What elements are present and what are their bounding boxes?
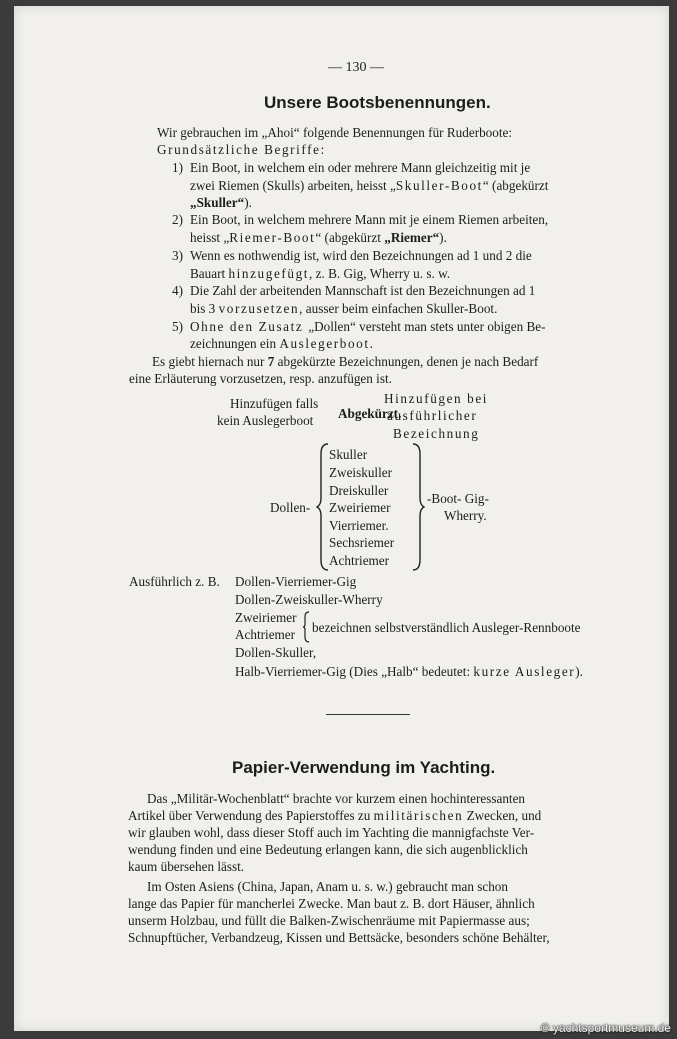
item-4-line-1: Die Zahl der arbeitenden Mannschaft ist den Bezeichnungen ad 1 [190,283,536,298]
item-1-line-1: Ein Boot, in welchem ein oder mehrere Mann gleichzeitig mit je [190,160,531,175]
boat-name: Zweiriemer [329,500,391,515]
example-5: Halb-Vierriemer-Gig (Dies „Halb“ bedeutet: kurze Ausleger). [235,664,583,679]
small-brace-icon [302,611,310,643]
item-number: 2) [172,212,183,227]
item-1-line-3: „Skuller“). [190,195,252,210]
table-col3-header-line-2: ausführlicher [387,408,478,423]
item-number: 4) [172,283,183,298]
section-divider [326,714,410,715]
summary-line-1: Es giebt hiernach nur 7 abgekürzte Bezeichnungen, denen je nach Bedarf [152,354,539,369]
item-5-line-2: zeichnungen ein Auslegerboot. [190,336,373,351]
section-title-bootsbenennungen: Unsere Bootsbenennungen. [264,93,491,112]
left-brace-icon [316,442,330,572]
paragraph-2-line: Im Osten Asiens (China, Japan, Anam u. s. w.) gebraucht man schon [147,879,508,894]
page-number: — 130 — [328,60,384,75]
item-3-line-1: Wenn es nothwendig ist, wird den Bezeichnungen ad 1 und 2 die [190,248,532,263]
item-2-line-2: heisst „Riemer-Boot“ (abgekürzt „Riemer“). [190,230,447,245]
right-brace-icon [411,442,425,572]
table-col1-header-line-1: Hinzufügen falls [230,396,319,411]
example-3a: Zweiriemer [235,610,297,625]
paragraph-1-line: Das „Militär-Wochenblatt“ brachte vor kurzem einen hochinteressanten [147,791,526,806]
boat-name: Achtriemer [329,553,390,568]
paragraph-1-line: Artikel über Verwendung des Papierstoffes zu militärischen Zwecken, und [128,808,542,823]
item-number: 1) [172,160,183,175]
boot-gig-label: -Boot- Gig- [427,491,489,506]
item-2-line-1: Ein Boot, in welchem mehrere Mann mit je einem Riemen arbeiten, [190,212,549,227]
example-4: Dollen-Skuller, [235,645,317,660]
paragraph-1-line: wir glauben wohl, dass dieser Stoff auch im Yachting die mannigfachste Ver- [128,825,535,840]
example-2: Dollen-Zweiskuller-Wherry [235,592,383,607]
item-number: 5) [172,319,183,334]
paragraph-1-line: wendung finden und eine Bedeutung erlangen kann, die sich augenblicklich [128,842,528,857]
paragraph-2-line: Schnupftücher, Verbandzeug, Kissen und Bettsäcke, besonders schöne Behälter, [128,930,550,945]
example-3-description: bezeichnen selbstverständlich Ausleger-Rennboote [312,620,581,635]
table-col3-header-line-3: Bezeichnung [393,426,480,441]
table-col3-header-line-1: Hinzufügen bei [384,391,489,406]
example-3b: Achtriemer [235,627,296,642]
summary-line-2: eine Erläuterung vorzusetzen, resp. anzufügen ist. [129,371,392,386]
boat-name: Skuller [329,447,368,462]
table-col2-header: Abgekürzt. [338,406,402,421]
item-4-line-2: bis 3 vorzusetzen, ausser beim einfachen Skuller-Boot. [190,301,498,316]
item-number: 3) [172,248,183,263]
boat-name: Vierriemer. [329,518,389,533]
examples-label: Ausführlich z. B. [129,574,220,589]
boat-name: Zweiskuller [329,465,392,480]
boat-name: Dreiskuller [329,483,389,498]
section-title-papier: Papier-Verwendung im Yachting. [232,758,496,777]
paragraph-2-line: unserm Holzbau, und füllt die Balken-Zwischenräume mit Papiermasse aus; [128,913,530,928]
watermark: © yachtsportmuseum.de [540,1021,671,1035]
boat-name: Sechsriemer [329,535,395,550]
example-1: Dollen-Vierriemer-Gig [235,574,357,589]
intro-line: Wir gebrauchen im „Ahoi“ folgende Benennungen für Ruderboote: [157,125,513,140]
item-1-line-2: zwei Riemen (Skulls) arbeiten, heisst „Skuller-Boot“ (abgekürzt [190,178,549,193]
table-col1-header-line-2: kein Auslegerboot [217,413,314,428]
dollen-label: Dollen- [270,500,311,515]
item-3-line-2: Bauart hinzugefügt, z. B. Gig, Wherry u. s. w. [190,266,451,281]
wherry-label: Wherry. [444,508,487,523]
item-5-line-1: Ohne den Zusatz „Dollen“ versteht man stets unter obigen Be- [190,319,546,334]
paragraph-1-line: kaum übersehen lässt. [128,859,245,874]
subhead-grundsaetzliche: Grundsätzliche Begriffe: [157,142,326,157]
paragraph-2-line: lange das Papier für mancherlei Zwecke. Man baut z. B. dort Häuser, ähnlich [128,896,535,911]
